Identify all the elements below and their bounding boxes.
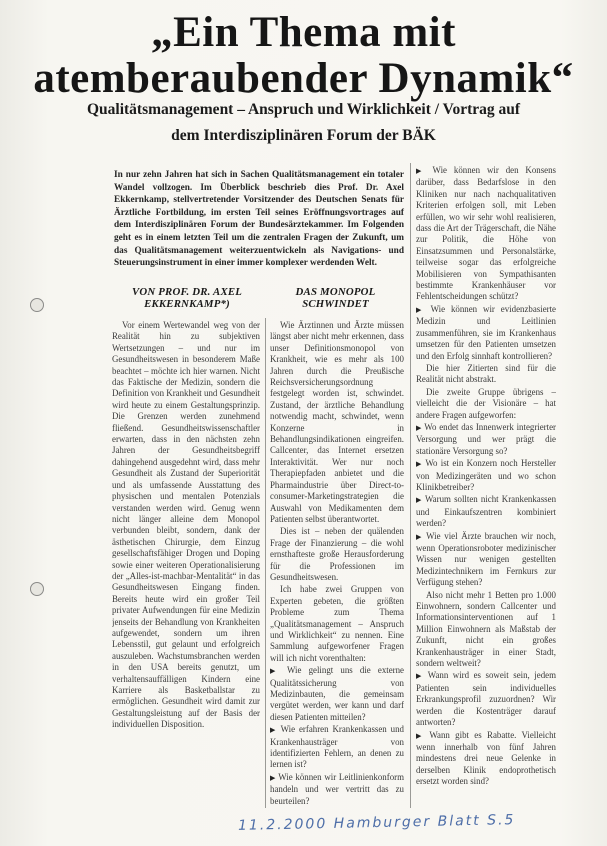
- bullet-triangle-icon: ▶: [270, 667, 288, 676]
- bullet-triangle-icon: ▶: [270, 726, 281, 735]
- paragraph: Die hier Zitierten sind für die Realität nicht abstrakt.: [416, 362, 556, 385]
- question-text: Wann gibt es Rabatte. Vielleicht wenn innerhalb von fünf Jahren mindestens drei neue Gelenke in derselben Klinik endoprothetisch ersetzt worden sind?: [416, 729, 556, 787]
- subheadline-line-2: dem Interdisziplinären Forum der BÄK: [171, 127, 436, 144]
- column-divider: [265, 318, 266, 808]
- question-item: [416, 458, 556, 493]
- punch-hole: [30, 582, 44, 596]
- headline-line-2: atemberaubender Dynamik“: [33, 55, 574, 102]
- bullet-triangle-icon: ▶: [270, 773, 279, 782]
- question-text: Wie können wir Leitlinienkonform handeln und wer vertritt das zu beurteilen?: [270, 771, 404, 806]
- question-item: [416, 422, 556, 457]
- question-item: [270, 665, 404, 723]
- question-text: Wie können wir den Konsens darüber, dass Bedarfslose in den Kliniken nur nach nachqualitativen Kriterien erfolgen soll, mit Leben erfüllen, wo wir sehr wohl realisieren, dass die Art der Trägerschaft, die Nähe zur Politik, die Höhe von Einsatzsummen und Personalstärke, teilweise sogar das erfolgreiche Mobilisieren von Sympathisanten bestimmte Krankenhäuser vor Fehlentscheidungen schützt?: [416, 165, 556, 302]
- headline-line-1: „Ein Thema mit: [151, 9, 456, 56]
- author-byline: VON PROF. DR. AXEL EKKERNKAMP*): [131, 286, 243, 310]
- article-column-3: [416, 165, 556, 810]
- question-text: Wo ist ein Konzern noch Hersteller von Medizingeräten und wo schon Klinikbetreiber?: [416, 458, 556, 492]
- paragraph: Dies ist – neben der quälenden Frage der Finanzierung – die wohl ernsthafteste große Herausforderung für die Professionen im Gesundheitswesen.: [270, 526, 404, 582]
- question-item: [416, 531, 556, 589]
- question-item: [416, 165, 556, 303]
- bullet-triangle-icon: ▶: [416, 460, 426, 469]
- question-item: [270, 724, 404, 771]
- bullet-triangle-icon: ▶: [416, 167, 433, 175]
- section-heading: DAS MONOPOL SCHWINDET: [295, 286, 376, 310]
- bullet-triangle-icon: ▶: [416, 305, 431, 314]
- article-column-2: [270, 320, 404, 812]
- column-divider: [410, 163, 411, 808]
- question-text: Warum sollten nicht Krankenkassen und Einkaufszentren kombiniert werden?: [416, 494, 556, 529]
- bullet-triangle-icon: ▶: [416, 532, 427, 541]
- question-text: Wie erfahren Krankenkassen und Krankenhausträger von identifizierten Fehlern, an denen zu lernen ist?: [270, 724, 404, 770]
- punch-hole: [30, 298, 44, 312]
- question-text: Wie gelingt uns die externe Qualitätssicherung von Medizinbauten, die gemeinsam vergütet werden, wer kann und darf diesen Patienten mitteilen?: [270, 665, 404, 722]
- question-text: Wie viel Ärzte brauchen wir noch, wenn Operationsroboter medizinischer Wissen nur wenigen gestellten Medizintechnikern im Fernkurs zur Verfügung stehen?: [416, 530, 556, 588]
- bullet-triangle-icon: ▶: [416, 672, 428, 681]
- bullet-triangle-icon: ▶: [416, 731, 430, 740]
- question-item: [416, 304, 556, 362]
- paragraph: Wie Ärztinnen und Ärzte müssen längst aber nicht mehr erkennen, dass unser Definitionsmonopol von Krankheit, wie es mehr als 100 Jahren durch die Preußische Reichsversicherungsordnung festgelegt worden ist, schwindet. Zustand, der ärztliche Behandlung notwendig macht, schwindet, wenn Konzerne in Behandlungsindikationen eingreifen. Callcenter, das Internet ersetzen Interaktivität. Wer nur noch Therapiepfaden anbietet und die Pharmaindustrie über Direct-to-consumer-Marketingstrategien die Auswahl von Medikamenten dem Patienten selbst überantwortet.: [270, 320, 404, 524]
- bullet-triangle-icon: ▶: [416, 496, 426, 505]
- paragraph: Ich habe zwei Gruppen von Experten gebeten, die größten Probleme zum Thema „Qualitätsmanagement – Anspruch und Wirklichkeit“ zu nennen. Eine Sammlung aufgeworfener Fragen will ich nicht vorenthalten:: [270, 584, 404, 663]
- question-item: [270, 772, 404, 807]
- question-item: [416, 670, 556, 728]
- article-column-1: [112, 320, 260, 812]
- question-item: [416, 494, 556, 529]
- question-text: Wo endet das Innenwerk integrierter Versorgung und wer prägt die stationäre Versorgung so?: [416, 421, 556, 456]
- question-text: Wie können wir evidenzbasierte Medizin und Leitlinien zusammenführen, sie im Krankenhaus umsetzen für den Patienten umsetzen und den Erfolg sinnhaft kontrollieren?: [416, 303, 556, 361]
- question-item: [416, 730, 556, 788]
- paragraph: Also nicht mehr 1 Betten pro 1.000 Einwohnern, sondern Callcenter und Informationsinterventionen auf 1 Million Einwohnern als Maßstab der Zukunft, nicht ein großes Krankenhausträger in einer Stadt, sondern weltweit?: [416, 589, 556, 669]
- paragraph: Vor einem Wertewandel weg von der Realität hin zu subjektiven Wertsetzungen – und nur im Gesundheitswesen in besonderem Maße beachtet – möchte ich hier warnen. Nicht das Faktische der Medizin, sondern die Definition von Krankheit und Gesundheit wird heute zu einem Gestaltungsprinzip. Die Grenzen werden zunehmend fließend. Gesundheitswissenschaftler erwarten, dass in den nächsten zehn Jahren der Gesundheitsbegriff dahingehend ausgedehnt wird, dass mehr Gesundheit als Zustand der Superiorität und als umfassende Ausstattung des physischen und mentalen Potenzials verstanden werden wird. Genug wenn nicht länger alleine dem Monopol verbunden bleibt, sondern, dank der ästhetischen Chirurgie, dem Einzug gesellschaftsfähiger Drogen und Doping sowie einer weiteren Operationalisierung der „Alles-ist-machbar-Mentalität“ in das Gesundheitswesen Eingang finden. Bereits heute wird ein großer Teil privater Aufwendungen für eine Medizin jenseits der Behandlung von Krankheiten aufgewendet, sondern um ihren Lebensstil, gut gelaunt und erfolgreich auszuleben. Wachstumsbranchen werden in den USA bereits genutzt, um verhaltensauffälligen Kindern eine Karriere als Basketballstar zu ermöglichen. Gesundheit wird damit zur Gestaltungsleistung auf der Basis der individuellen Disposition.: [112, 320, 260, 730]
- question-text: Wann wird es soweit sein, jedem Patienten sein individuelles Erkrankungsprofil zuzuordnen? Wir werden die Kostenträger darauf antworten?: [416, 670, 556, 728]
- handwritten-source-note: 11.2.2000 Hamburger Blatt S.5: [237, 812, 516, 834]
- paragraph: Die zweite Gruppe übrigens – vielleicht die der Visionäre – hat andere Fragen aufgeworfen:: [416, 386, 556, 420]
- intro-paragraph: In nur zehn Jahren hat sich in Sachen Qualitätsmanagement ein totaler Wandel vollzogen. Im Überblick beschrieb dies Prof. Dr. Axel Ekkernkamp, stellvertretender Vorsitzender des Deutschen Senats für Ärztliche Fortbildung, im ersten Teil seines Eröffnungsvortrages auf dem Interdisziplinären Forum der Bundesärztekammer. Im Folgenden geht es in einem letzten Teil um die zentralen Fragen der Zukunft, um das Qualitätsmanagement weiterzuentwickeln als Navigations- und Steuerungsinstrument in einer immer komplexer werdenden Welt.: [114, 170, 404, 269]
- bullet-triangle-icon: ▶: [416, 423, 425, 432]
- subheadline-line-1: Qualitätsmanagement – Anspruch und Wirklichkeit / Vortrag auf: [86, 101, 521, 118]
